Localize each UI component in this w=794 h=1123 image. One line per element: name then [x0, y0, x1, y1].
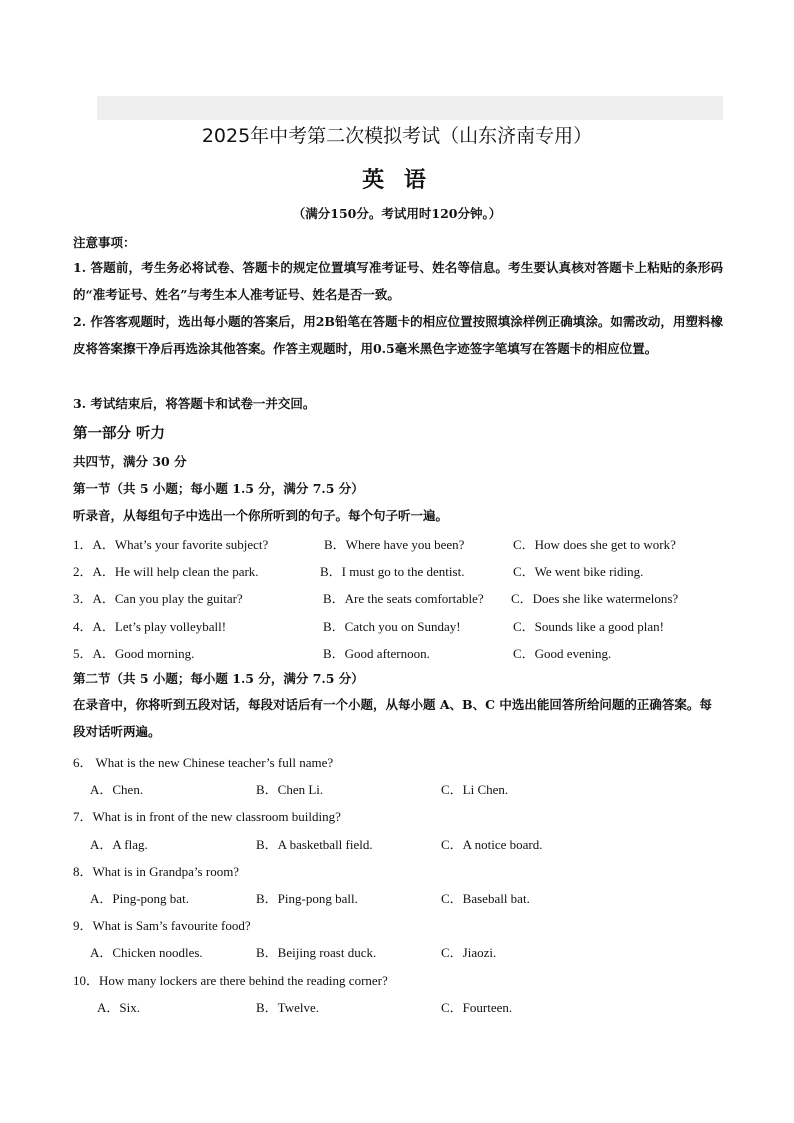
option-b: B．Where have you been?	[324, 537, 465, 552]
notes-heading: 注意事项：	[73, 235, 136, 250]
question-row	[0, 616, 794, 636]
option-a: A．Ping-pong bat.	[90, 891, 189, 906]
question-text: 10．How many lockers are there behind the reading corner?	[73, 973, 388, 988]
page-title: 2025年中考第二次模拟考试（山东济南专用）	[201, 125, 593, 147]
option-c: C．Good evening.	[513, 646, 612, 661]
option-c: C．Baseball bat.	[441, 891, 530, 906]
part-title: 第一部分 听力	[73, 426, 166, 442]
part-summary: 共四节，满分 30 分	[73, 454, 187, 469]
option-c: C．We went bike riding.	[513, 564, 644, 579]
question-row	[0, 561, 794, 581]
note-item-3: 3. 考试结束后，将答题卡和试卷一并交回。	[73, 396, 316, 411]
answer-row	[0, 779, 794, 799]
option-c: C．Jiaozi.	[441, 945, 497, 960]
note-item-1: 1. 答题前，考生务必将试卷、答题卡的规定位置填写准考证号、姓名等信息。考生要认真核对答题卡上粘贴的条形码的“准考证号、姓名”与考生本人准考证号、姓名是否一致。	[73, 260, 723, 302]
option-a: 5．A．Good morning.	[73, 646, 195, 661]
answer-row	[0, 942, 794, 962]
option-b: B．Chen Li.	[256, 782, 324, 797]
option-b: B．Catch you on Sunday!	[323, 619, 461, 634]
section1-instruction: 听录音，从每组句子中选出一个你所听到的句子。每个句子听一遍。	[73, 508, 449, 523]
option-a: A．Six.	[97, 1000, 140, 1015]
option-c: C．A notice board.	[441, 837, 543, 852]
option-c: C．Sounds like a good plan!	[513, 619, 664, 634]
header-bar	[97, 96, 723, 120]
option-a: 1．A．What’s your favorite subject?	[73, 537, 269, 552]
option-a: 2．A．He will help clean the park.	[73, 564, 259, 579]
option-b: B．Twelve.	[256, 1000, 319, 1015]
question-row	[0, 643, 794, 663]
question-row	[0, 534, 794, 554]
option-c: C．How does she get to work?	[513, 537, 676, 552]
question-text: 7．What is in front of the new classroom building?	[73, 809, 341, 824]
option-a: 3．A．Can you play the guitar?	[73, 591, 243, 606]
option-a: A．A flag.	[90, 837, 148, 852]
answer-row	[0, 888, 794, 908]
question-text: 9．What is Sam’s favourite food?	[73, 918, 251, 933]
option-c: C．Does she like watermelons?	[511, 591, 679, 606]
option-b: B．Ping-pong ball.	[256, 891, 358, 906]
section1-title: 第一节（共 5 小题；每小题 1.5 分，满分 7.5 分）	[73, 481, 364, 496]
subject-title: 英 语	[362, 168, 432, 193]
answer-row	[0, 997, 794, 1017]
option-b: B．Beijing roast duck.	[256, 945, 377, 960]
answer-row	[0, 834, 794, 854]
question-row	[0, 588, 794, 608]
option-a: A．Chen.	[90, 782, 144, 797]
option-b: B．Are the seats comfortable?	[323, 591, 484, 606]
section2-title: 第二节（共 5 小题；每小题 1.5 分，满分 7.5 分）	[73, 671, 364, 686]
note-item-2: 2. 作答客观题时，选出每小题的答案后，用2B铅笔在答题卡的相应位置按照填涂样例正确填涂。如需改动，用塑料橡皮将答案擦干净后再选涂其他答案。作答主观题时，用0.5毫米黑色字迹签字笔填写在答题卡的相应位置。	[73, 314, 723, 356]
option-c: C．Fourteen.	[441, 1000, 513, 1015]
option-c: C．Li Chen.	[441, 782, 509, 797]
exam-info: （满分150分。考试用时120分钟。）	[292, 206, 502, 221]
question-text: 8．What is in Grandpa’s room?	[73, 864, 240, 879]
option-a: A．Chicken noodles.	[90, 945, 203, 960]
option-b: B．Good afternoon.	[323, 646, 430, 661]
option-a: 4．A．Let’s play volleyball!	[73, 619, 227, 634]
question-text: 6． What is the new Chinese teacher’s full name?	[73, 755, 334, 770]
option-b: B．I must go to the dentist.	[320, 564, 465, 579]
section2-instruction: 在录音中，你将听到五段对话，每段对话后有一个小题，从每小题 A、B、C 中选出能回答所给问题的正确答案。每段对话听两遍。	[73, 697, 712, 739]
option-b: B．A basketball field.	[256, 837, 373, 852]
